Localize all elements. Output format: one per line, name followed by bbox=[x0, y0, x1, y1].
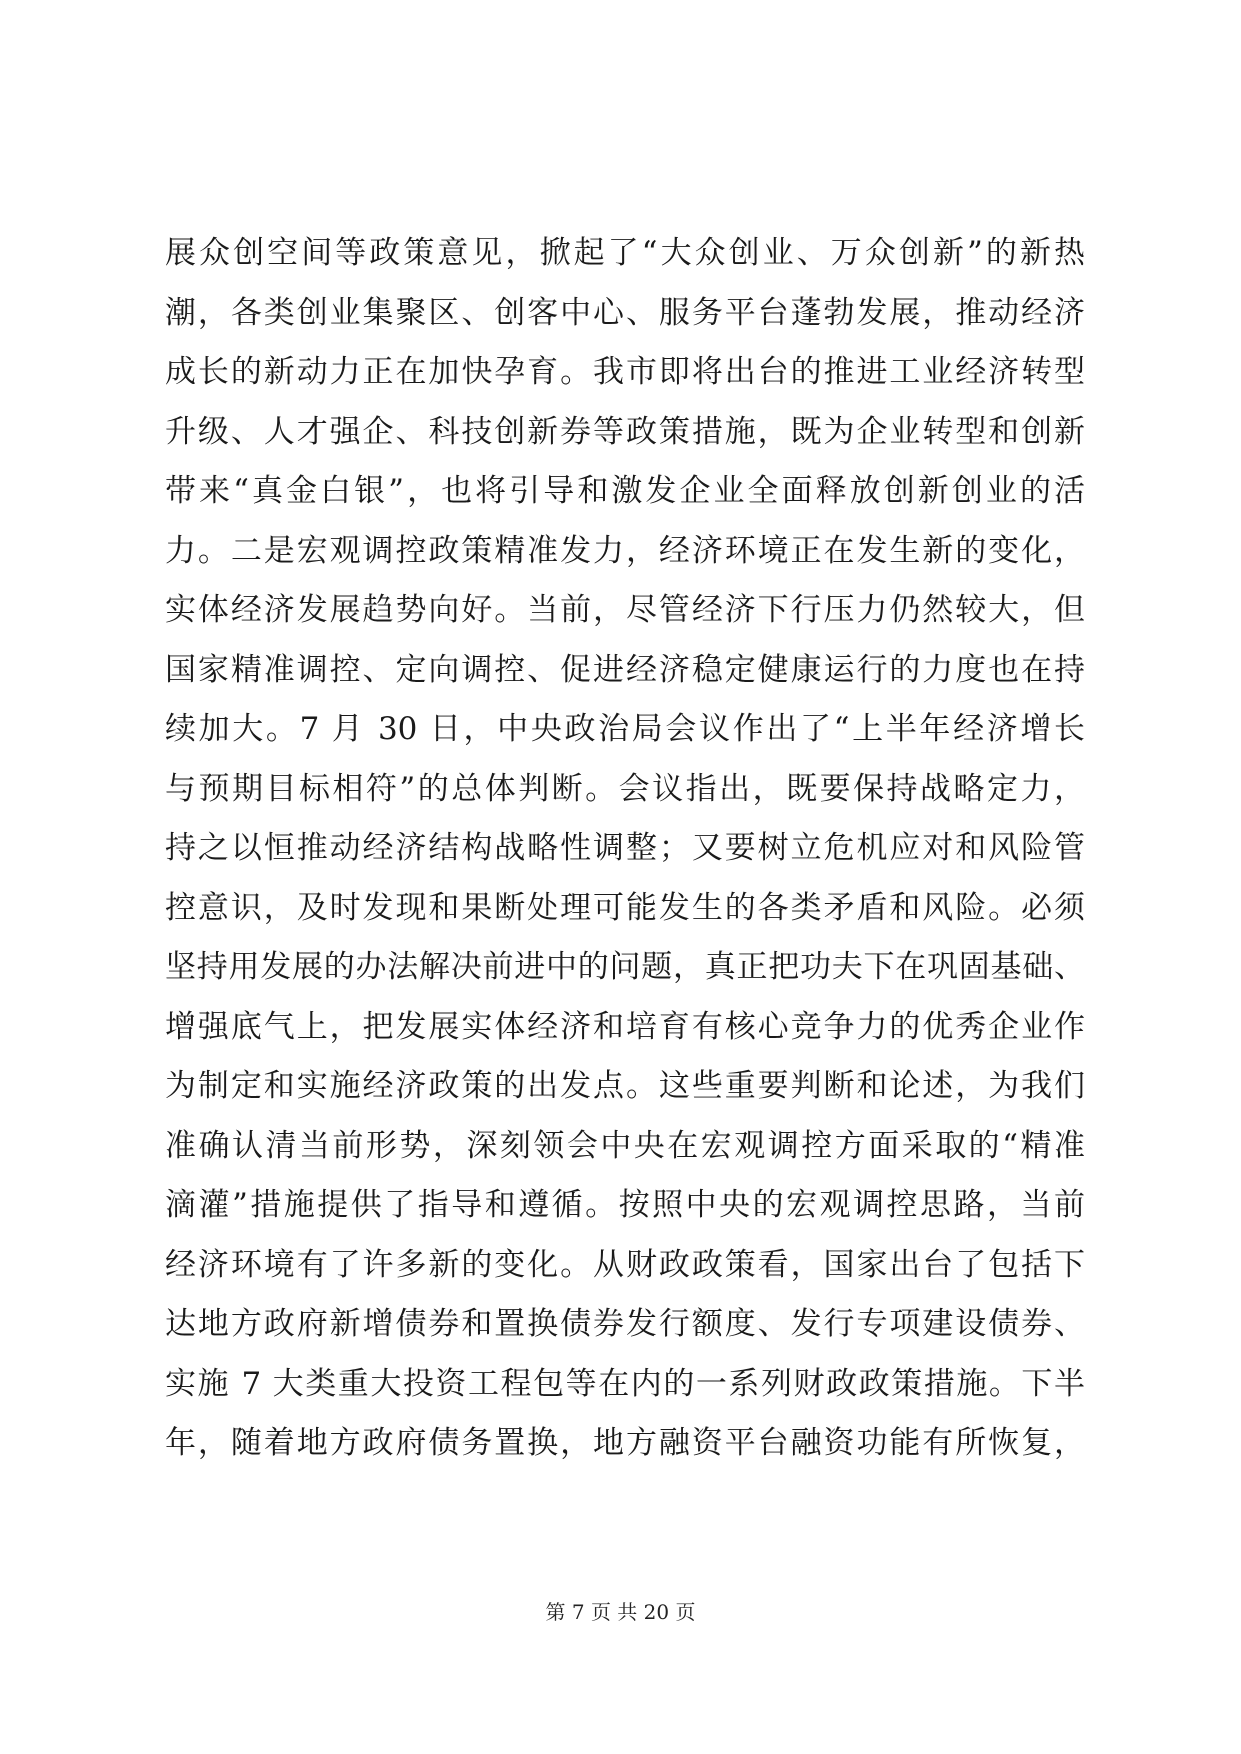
text-line: 实施 7 大类重大投资工程包等在内的一系列财政政策措施。下半 bbox=[165, 1365, 1085, 1402]
text-line: 准确认清当前形势，深刻领会中央在宏观调控方面采取的“精准 bbox=[165, 1127, 1085, 1164]
text-line: 展众创空间等政策意见，掀起了“大众创业、万众创新”的新热 bbox=[165, 235, 1085, 271]
text-line: 成长的新动力正在加快孕育。我市即将出台的推进工业经济转型 bbox=[165, 354, 1085, 390]
text-line: 国家精准调控、定向调控、促进经济稳定健康运行的力度也在持 bbox=[165, 651, 1085, 688]
text-line: 控意识，及时发现和果断处理可能发生的各类矛盾和风险。必须 bbox=[165, 889, 1085, 926]
body-text bbox=[165, 224, 1085, 1474]
text-line: 增强底气上，把发展实体经济和培育有核心竞争力的优秀企业作 bbox=[165, 1008, 1085, 1045]
text-line: 实体经济发展趋势向好。当前，尽管经济下行压力仍然较大，但 bbox=[165, 592, 1085, 628]
text-line: 持之以恒推动经济结构战略性调整；又要树立危机应对和风险管 bbox=[165, 830, 1085, 866]
text-line: 力。二是宏观调控政策精准发力，经济环境正在发生新的变化， bbox=[165, 532, 1085, 569]
page-number-footer: 第 7 页 共 20 页 bbox=[545, 1600, 696, 1624]
text-line: 为制定和实施经济政策的出发点。这些重要判断和论述，为我们 bbox=[165, 1068, 1085, 1104]
text-line: 滴灌”措施提供了指导和遵循。按照中央的宏观调控思路，当前 bbox=[165, 1187, 1085, 1223]
text-line: 达地方政府新增债券和置换债券发行额度、发行专项建设债券、 bbox=[165, 1306, 1085, 1342]
text-line: 带来“真金白银”，也将引导和激发企业全面释放创新创业的活 bbox=[165, 473, 1085, 509]
text-line: 坚持用发展的办法解决前进中的问题，真正把功夫下在巩固基础、 bbox=[165, 949, 1085, 985]
text-line: 经济环境有了许多新的变化。从财政政策看，国家出台了包括下 bbox=[165, 1246, 1085, 1283]
text-line: 年，随着地方政府债务置换，地方融资平台融资功能有所恢复， bbox=[165, 1425, 1085, 1461]
text-line: 升级、人才强企、科技创新券等政策措施，既为企业转型和创新 bbox=[165, 413, 1085, 450]
text-line: 与预期目标相符”的总体判断。会议指出，既要保持战略定力， bbox=[165, 770, 1085, 807]
text-line: 潮，各类创业集聚区、创客中心、服务平台蓬勃发展，推动经济 bbox=[165, 294, 1085, 331]
text-line: 续加大。7 月 30 日，中央政治局会议作出了“上半年经济增长 bbox=[165, 711, 1085, 747]
